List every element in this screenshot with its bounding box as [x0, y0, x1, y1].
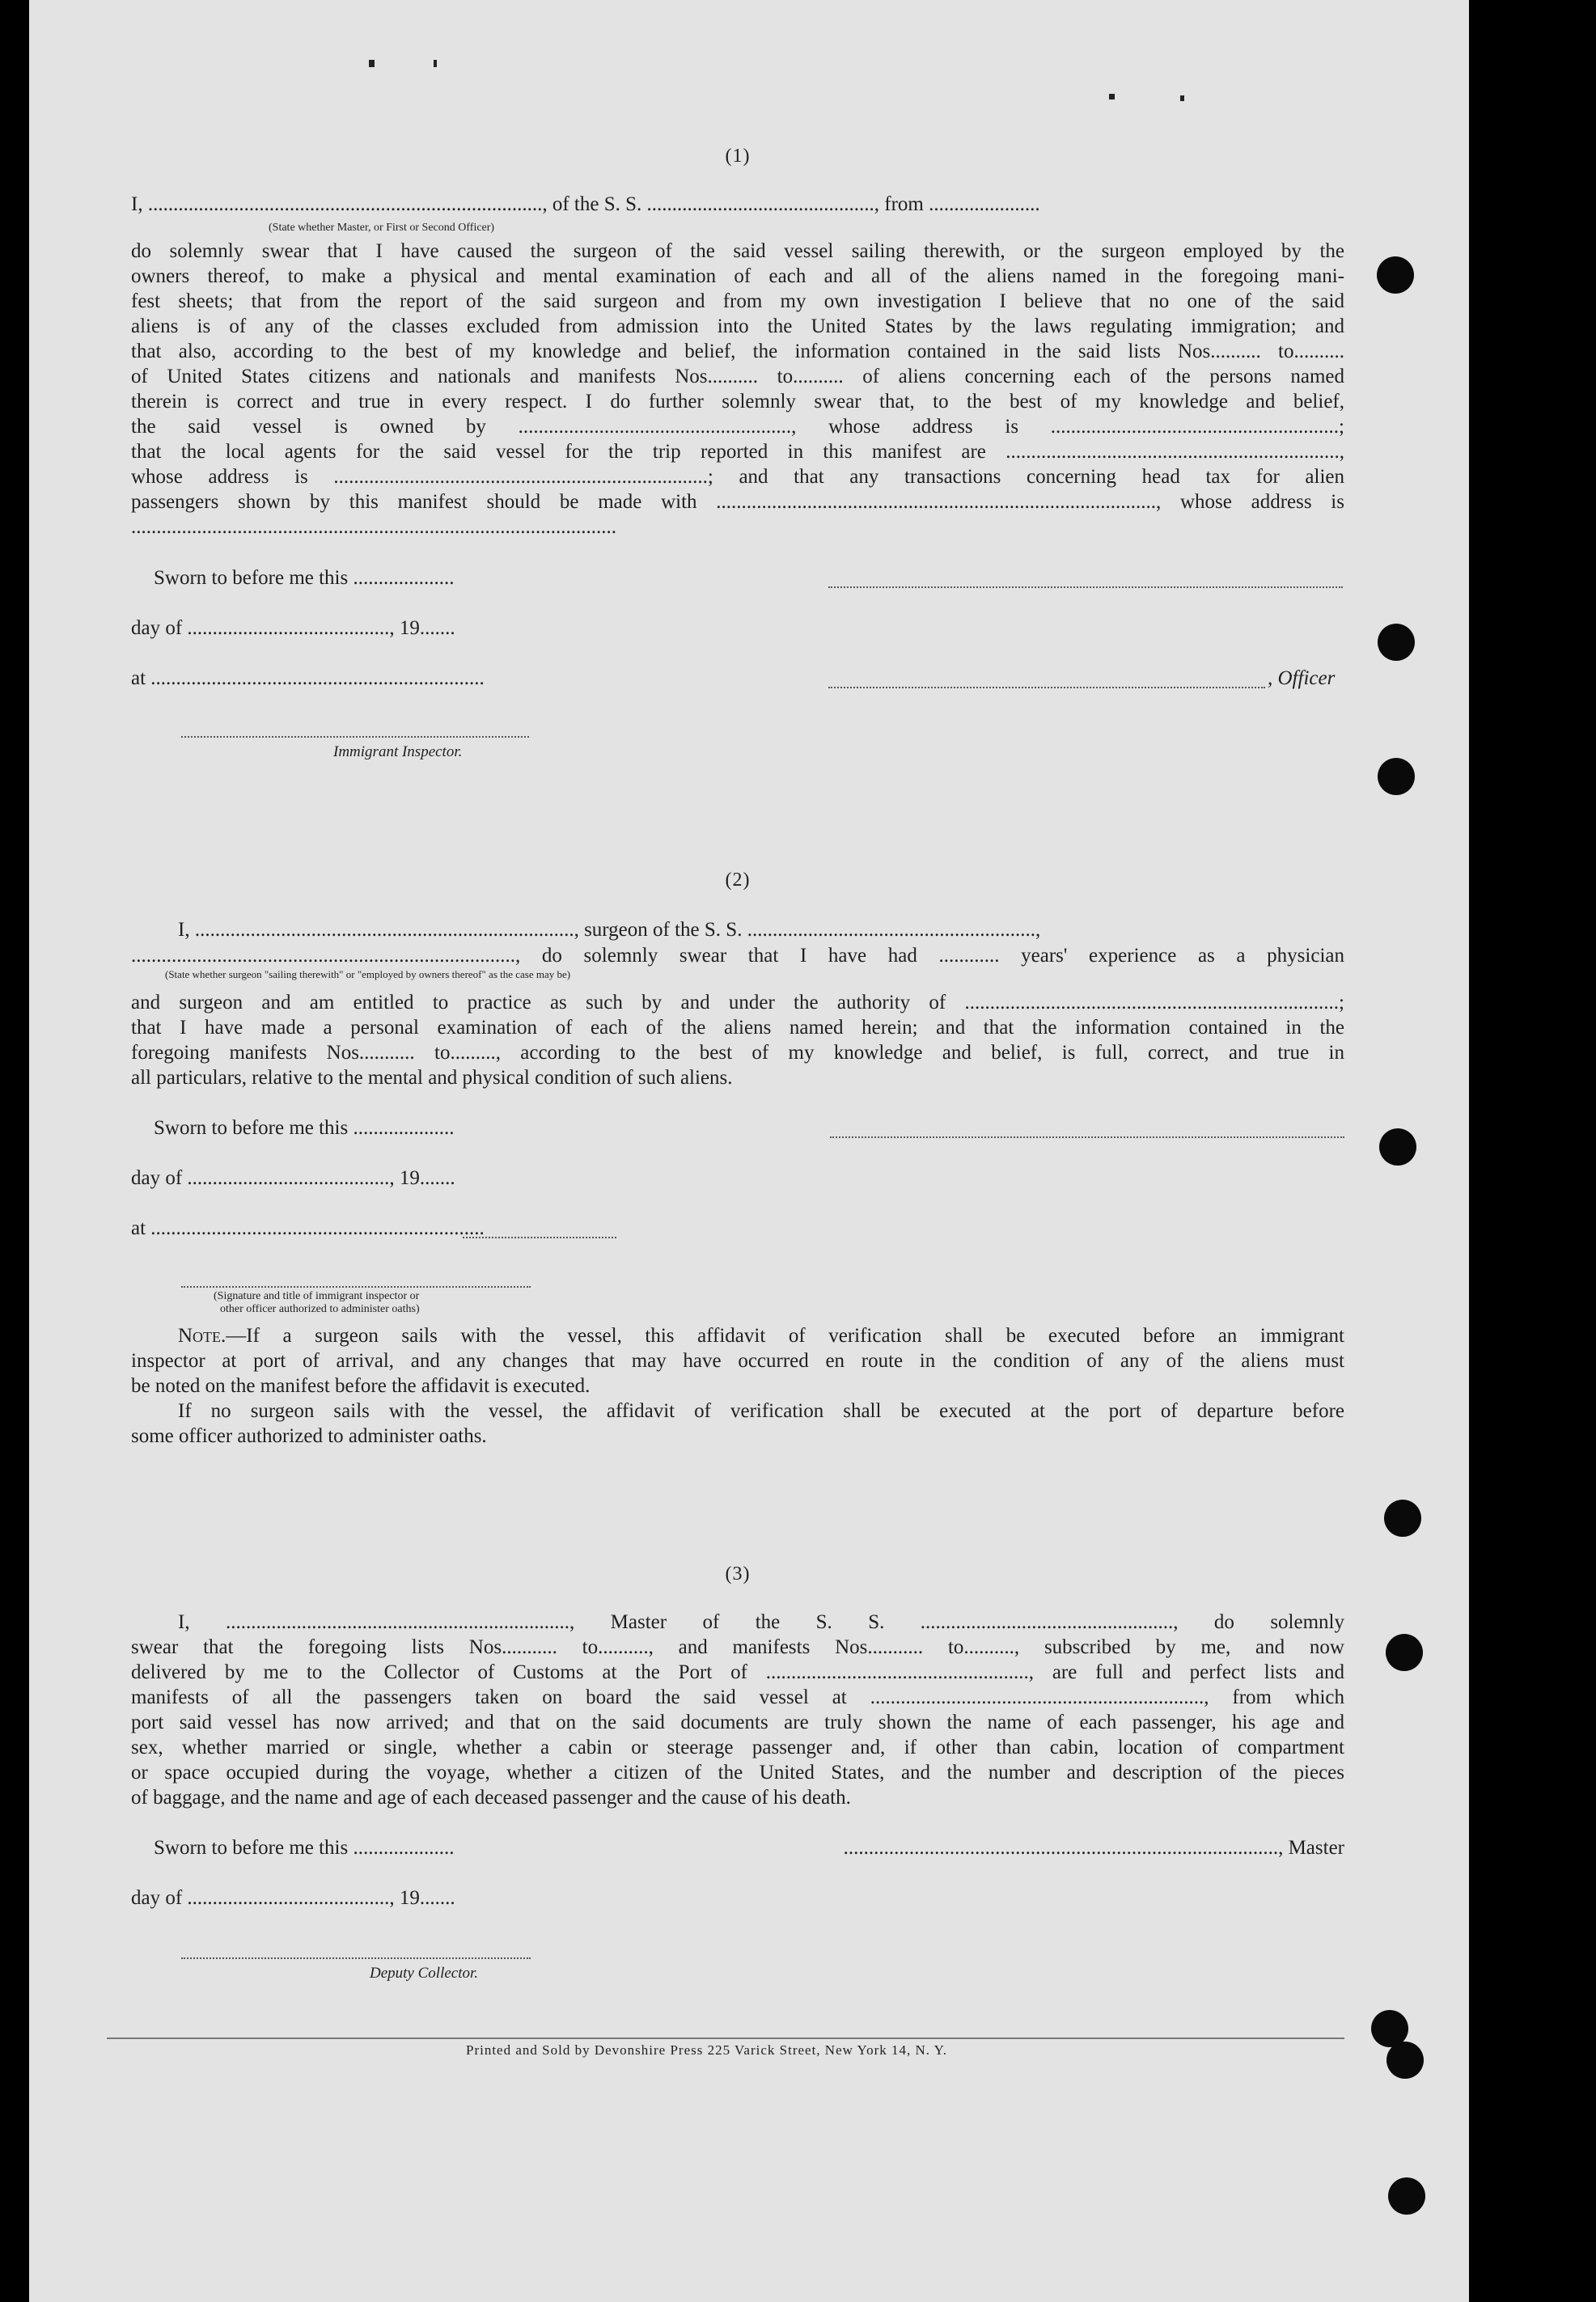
day-of-line: day of ........................................, 19....... — [131, 1167, 455, 1189]
section-3-text: or space occupied during the voyage, whether a citizen of the United States, and the number and description of the pieces — [131, 1762, 1344, 1784]
section-3-text: port said vessel has now arrived; and that on the said documents are truly shown the name of each passenger, his age and — [131, 1712, 1344, 1733]
section-2-text: that I have made a personal examination of each of the aliens named herein; and that the information contained in the — [131, 1017, 1344, 1039]
surgeon-caption: (State whether surgeon "sailing therewith" or "employed by owners thereof" as the case may be) — [165, 968, 571, 980]
deputy-label: Deputy Collector. — [370, 1965, 479, 1982]
section-1-text: passengers shown by this manifest should be made with ......................................................................................., whose address is — [131, 491, 1344, 513]
section-1-text: that the local agents for the said vessel for the trip reported in this manifest are .................................................................., — [131, 441, 1344, 463]
day-of-line: day of ........................................, 19....... — [131, 617, 455, 639]
signature-line — [181, 1286, 531, 1288]
officer-caption: (State whether Master, or First or Second Officer) — [269, 222, 495, 234]
speck — [369, 60, 375, 67]
punch-hole — [1379, 1128, 1416, 1166]
section-2-text: foregoing manifests Nos........... to........., according to the best of my knowledge and belief, is full, correct, and true in — [131, 1042, 1344, 1064]
punch-hole — [1377, 256, 1414, 294]
section-3-text: of baggage, and the name and age of each deceased passenger and the cause of his death. — [131, 1787, 851, 1809]
section-1-text: of United States citizens and nationals and manifests Nos.......... to.......... of aliens concerning each of the persons named — [131, 366, 1344, 387]
inspector-signature-line — [181, 736, 529, 738]
sworn-line: Sworn to before me this .................... — [154, 567, 455, 589]
section-1-text: owners thereof, to make a physical and mental examination of each and all of the aliens named in the foregoing mani- — [131, 265, 1344, 287]
note-text: —If a surgeon sails with the vessel, this affidavit of verification shall be executed before an immigrant — [226, 1325, 1344, 1347]
section-1-text: whose address is ..........................................................................; and that any transactions concerning head tax for alien — [131, 466, 1344, 488]
section-3-text: I, ...................................................................., Master of the S. S. .................................................., do solemnly — [178, 1611, 1344, 1633]
signature-line — [830, 1136, 1344, 1138]
footer-rule — [107, 2038, 1344, 2039]
witness-line — [463, 1237, 616, 1238]
deputy-signature-line — [181, 1957, 531, 1959]
speck — [1180, 95, 1184, 101]
signature-line — [828, 586, 1343, 588]
section-3-text: delivered by me to the Collector of Customs at the Port of ...................................................., are full and perfect lists and — [131, 1661, 1344, 1683]
note-line: If no surgeon sails with the vessel, the affidavit of verification shall be executed at the port of departure before — [178, 1400, 1344, 1422]
section-2-line-2: ............................................................................, do solemnly swear that I have had ............ years' experience as a physician — [131, 945, 1344, 967]
section-2-line-1: I, ..........................................................................., surgeon of the S. S. ........................................................., — [178, 919, 1041, 941]
sworn-line: Sworn to before me this .................... — [154, 1837, 455, 1859]
note-label: Note. — [178, 1325, 226, 1347]
section-2-number: (2) — [725, 870, 751, 891]
master-label: ......................................................................................, Master — [843, 1837, 1344, 1859]
note-line: some officer authorized to administer oaths. — [131, 1425, 487, 1447]
section-1-text: ................................................................................................ — [131, 516, 616, 538]
section-1-text: fest sheets; that from the report of the said surgeon and from my own investigation I believe that no one of the said — [131, 290, 1344, 312]
note-line — [178, 1324, 1344, 1348]
punch-hole — [1388, 2177, 1425, 2215]
officer-signature-line — [828, 687, 1265, 688]
signature-caption: other officer authorized to administer oaths) — [220, 1303, 420, 1315]
at-line: at .................................................................. — [131, 1217, 485, 1239]
punch-hole — [1378, 624, 1415, 661]
punch-hole — [1384, 1500, 1421, 1537]
section-1-text: the said vessel is owned by ......................................................, whose address is .........................................................; — [131, 416, 1344, 438]
note-line: be noted on the manifest before the affidavit is executed. — [131, 1375, 591, 1397]
section-1-text: that also, according to the best of my knowledge and belief, the information contained in the said lists Nos.......... to.......... — [131, 341, 1344, 362]
officer-label: , Officer — [1268, 667, 1336, 689]
section-1-line-1: I, .............................................................................., of the S. S. ............................................., from ...................... — [131, 193, 1040, 215]
section-1-text: therein is correct and true in every respect. I do further solemnly swear that, to the best of my knowledge and belief, — [131, 391, 1344, 413]
master-signature-line — [828, 1836, 1344, 1860]
punch-hole — [1386, 1634, 1423, 1671]
section-3-text: swear that the foregoing lists Nos........... to.........., and manifests Nos........... to.........., subscribed by me, and now — [131, 1636, 1344, 1658]
section-3-text: manifests of all the passengers taken on board the said vessel at .................................................................., from which — [131, 1686, 1344, 1708]
section-1-text: do solemnly swear that I have caused the surgeon of the said vessel sailing therewith, or the surgeon employed by the — [131, 240, 1344, 262]
speck — [1109, 94, 1115, 99]
day-of-line: day of ........................................, 19....... — [131, 1887, 455, 1909]
form-page — [29, 0, 1469, 2302]
speck — [434, 60, 437, 67]
at-line: at .................................................................. — [131, 667, 485, 689]
inspector-label: Immigrant Inspector. — [333, 743, 463, 760]
sworn-line: Sworn to before me this .................... — [154, 1117, 455, 1139]
note-line: inspector at port of arrival, and any changes that may have occurred en route in the condition of any of the aliens must — [131, 1350, 1344, 1372]
section-3-text: sex, whether married or single, whether a cabin or steerage passenger and, if other than cabin, location of compartment — [131, 1737, 1344, 1758]
signature-caption: (Signature and title of immigrant inspector or — [214, 1290, 420, 1302]
section-1-number: (1) — [725, 146, 751, 167]
section-3-number: (3) — [725, 1564, 751, 1585]
punch-hole — [1386, 2042, 1424, 2079]
section-1-text: aliens is of any of the classes excluded from admission into the United States by the laws regulating immigration; and — [131, 315, 1344, 337]
section-2-text: all particulars, relative to the mental and physical condition of such aliens. — [131, 1067, 733, 1089]
section-2-text: and surgeon and am entitled to practice as such by and under the authority of ..........................................................................; — [131, 992, 1344, 1013]
punch-hole — [1378, 758, 1415, 795]
printer-imprint: Printed and Sold by Devonshire Press 225 Varick Street, New York 14, N. Y. — [466, 2042, 947, 2058]
